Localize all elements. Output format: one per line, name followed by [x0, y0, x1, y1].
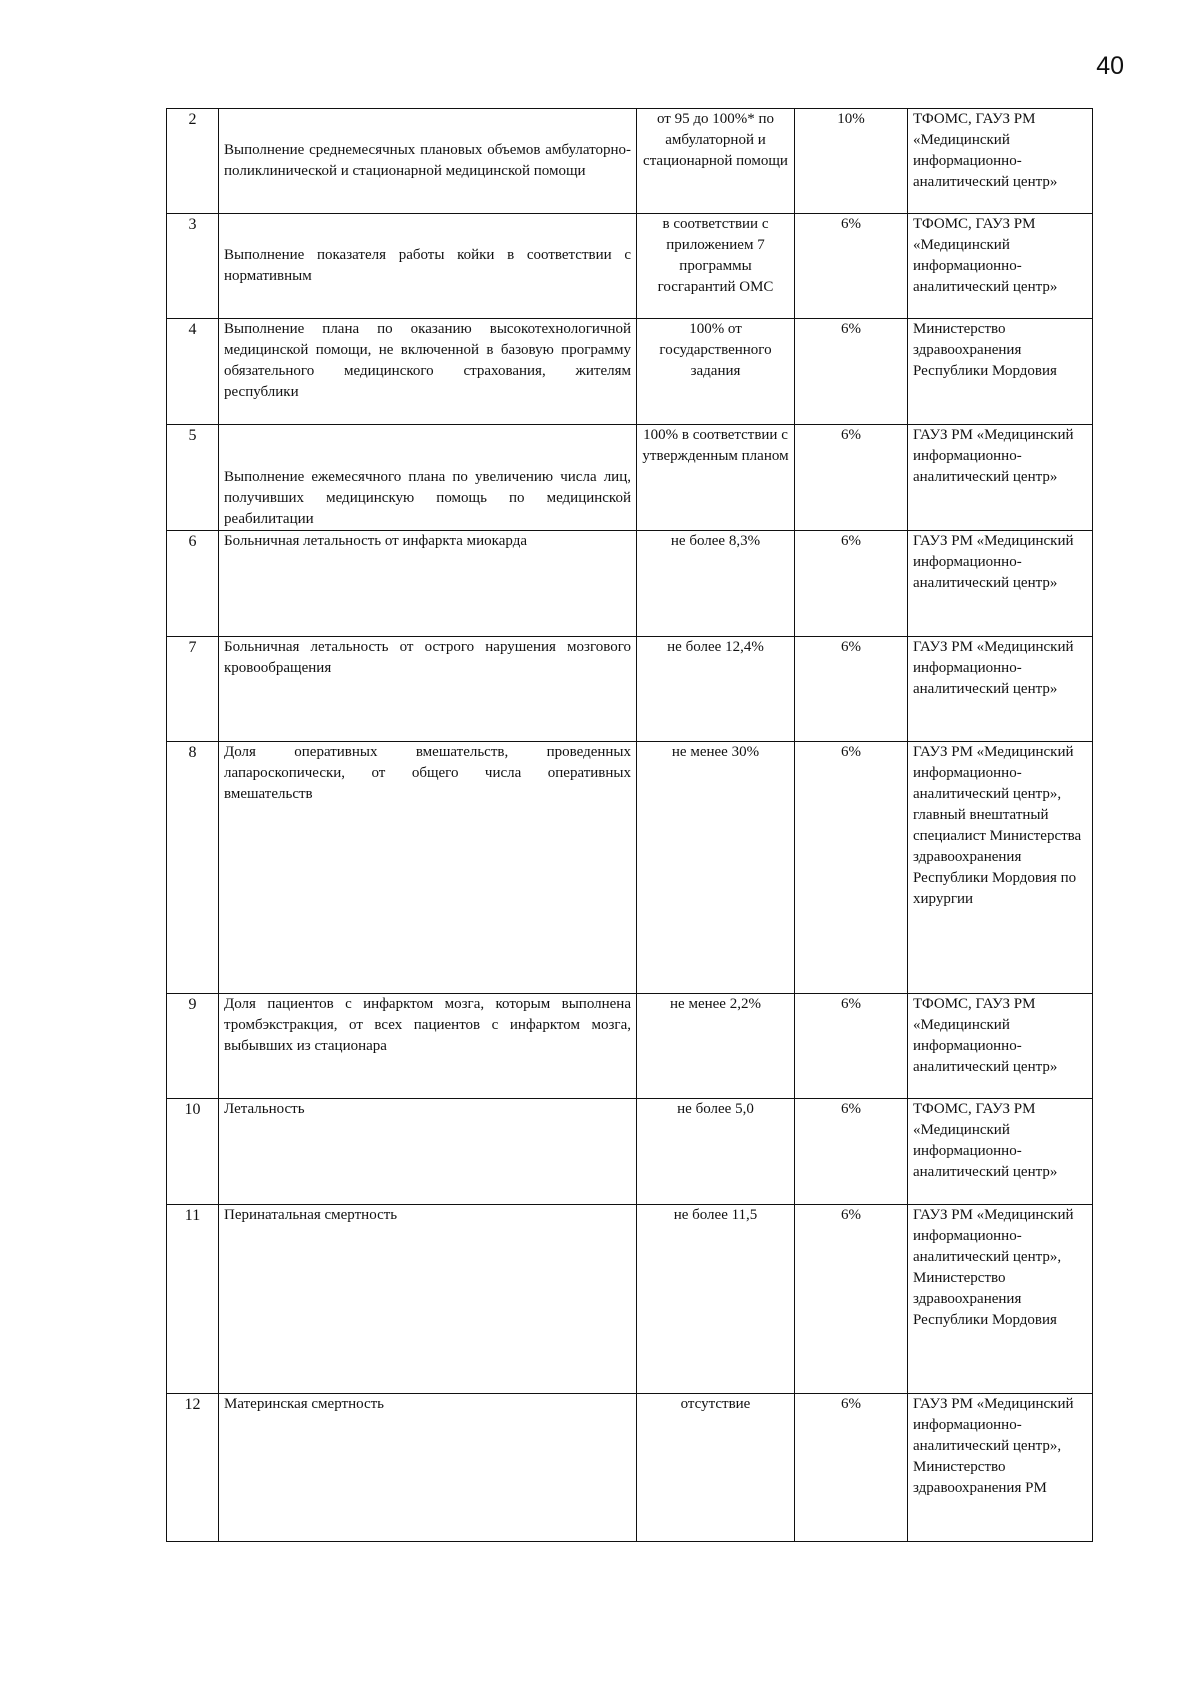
- target-value: не менее 2,2%: [637, 994, 795, 1099]
- indicator-name: Выполнение плана по оказанию высокотехнологичной медицинской помощи, не включенной в базовую программу обязательного медицинского страхования, жителям республики: [219, 319, 637, 425]
- row-number: 11: [167, 1205, 219, 1394]
- table-row: [167, 742, 1093, 994]
- indicator-name: Больничная летальность от острого нарушения мозгового кровообращения: [219, 637, 637, 742]
- table-row: [167, 1205, 1093, 1394]
- indicator-name: Выполнение среднемесячных плановых объемов амбулаторно-поликлинической и стационарной медицинской помощи: [219, 109, 637, 214]
- data-source: ТФОМС, ГАУЗ РМ «Медицинский информационно-аналитический центр»: [908, 1099, 1093, 1205]
- row-number: 12: [167, 1394, 219, 1542]
- target-value: 100% от государственного задания: [637, 319, 795, 425]
- indicator-name: Выполнение ежемесячного плана по увеличению числа лиц, получивших медицинскую помощь по медицинской реабилитации: [219, 425, 637, 531]
- target-value: 100% в соответствии с утвержденным планом: [637, 425, 795, 531]
- weight-value: 6%: [795, 214, 908, 319]
- row-number: 6: [167, 531, 219, 637]
- weight-value: 10%: [795, 109, 908, 214]
- target-value: в соответствии с приложением 7 программы госгарантий ОМС: [637, 214, 795, 319]
- table-row: [167, 637, 1093, 742]
- indicator-name: Выполнение показателя работы койки в соответствии с нормативным: [219, 214, 637, 319]
- row-number: 7: [167, 637, 219, 742]
- weight-value: 6%: [795, 1394, 908, 1542]
- row-number: 10: [167, 1099, 219, 1205]
- table-row: [167, 531, 1093, 637]
- data-source: ТФОМС, ГАУЗ РМ «Медицинский информационно-аналитический центр»: [908, 109, 1093, 214]
- indicator-name: Доля оперативных вмешательств, проведенных лапароскопически, от общего числа оперативных вмешательств: [219, 742, 637, 994]
- weight-value: 6%: [795, 1205, 908, 1394]
- table-row: [167, 994, 1093, 1099]
- weight-value: 6%: [795, 742, 908, 994]
- data-source: Министерство здравоохранения Республики Мордовия: [908, 319, 1093, 425]
- table-row: [167, 425, 1093, 531]
- data-source: ГАУЗ РМ «Медицинский информационно-аналитический центр», главный внештатный специалист Министерства здравоохранения Республики Мордовия по хирургии: [908, 742, 1093, 994]
- indicator-name: Доля пациентов с инфарктом мозга, которым выполнена тромбэкстракция, от всех пациентов с инфарктом мозга, выбывших из стационара: [219, 994, 637, 1099]
- weight-value: 6%: [795, 531, 908, 637]
- table-row: [167, 1099, 1093, 1205]
- target-value: не более 11,5: [637, 1205, 795, 1394]
- weight-value: 6%: [795, 994, 908, 1099]
- weight-value: 6%: [795, 425, 908, 531]
- target-value: не более 5,0: [637, 1099, 795, 1205]
- row-number: 2: [167, 109, 219, 214]
- row-number: 3: [167, 214, 219, 319]
- indicator-name: Перинатальная смертность: [219, 1205, 637, 1394]
- indicator-name: Летальность: [219, 1099, 637, 1205]
- data-source: ГАУЗ РМ «Медицинский информационно-аналитический центр», Министерство здравоохранения Республики Мордовия: [908, 1205, 1093, 1394]
- table-row: [167, 319, 1093, 425]
- row-number: 8: [167, 742, 219, 994]
- table-row: [167, 1394, 1093, 1542]
- table-row: [167, 109, 1093, 214]
- indicator-name: Материнская смертность: [219, 1394, 637, 1542]
- data-source: ГАУЗ РМ «Медицинский информационно-аналитический центр», Министерство здравоохранения РМ: [908, 1394, 1093, 1542]
- indicator-name: Больничная летальность от инфаркта миокарда: [219, 531, 637, 637]
- indicators-table: [166, 108, 1093, 1542]
- target-value: от 95 до 100%* по амбулаторной и стационарной помощи: [637, 109, 795, 214]
- weight-value: 6%: [795, 1099, 908, 1205]
- target-value: не более 12,4%: [637, 637, 795, 742]
- data-source: ТФОМС, ГАУЗ РМ «Медицинский информационно-аналитический центр»: [908, 994, 1093, 1099]
- data-source: ГАУЗ РМ «Медицинский информационно-аналитический центр»: [908, 425, 1093, 531]
- target-value: не более 8,3%: [637, 531, 795, 637]
- target-value: отсутствие: [637, 1394, 795, 1542]
- row-number: 4: [167, 319, 219, 425]
- row-number: 5: [167, 425, 219, 531]
- weight-value: 6%: [795, 319, 908, 425]
- row-number: 9: [167, 994, 219, 1099]
- target-value: не менее 30%: [637, 742, 795, 994]
- data-source: ГАУЗ РМ «Медицинский информационно-аналитический центр»: [908, 637, 1093, 742]
- data-source: ТФОМС, ГАУЗ РМ «Медицинский информационно-аналитический центр»: [908, 214, 1093, 319]
- data-source: ГАУЗ РМ «Медицинский информационно-аналитический центр»: [908, 531, 1093, 637]
- weight-value: 6%: [795, 637, 908, 742]
- page-number: 40: [1096, 52, 1124, 80]
- table-row: [167, 214, 1093, 319]
